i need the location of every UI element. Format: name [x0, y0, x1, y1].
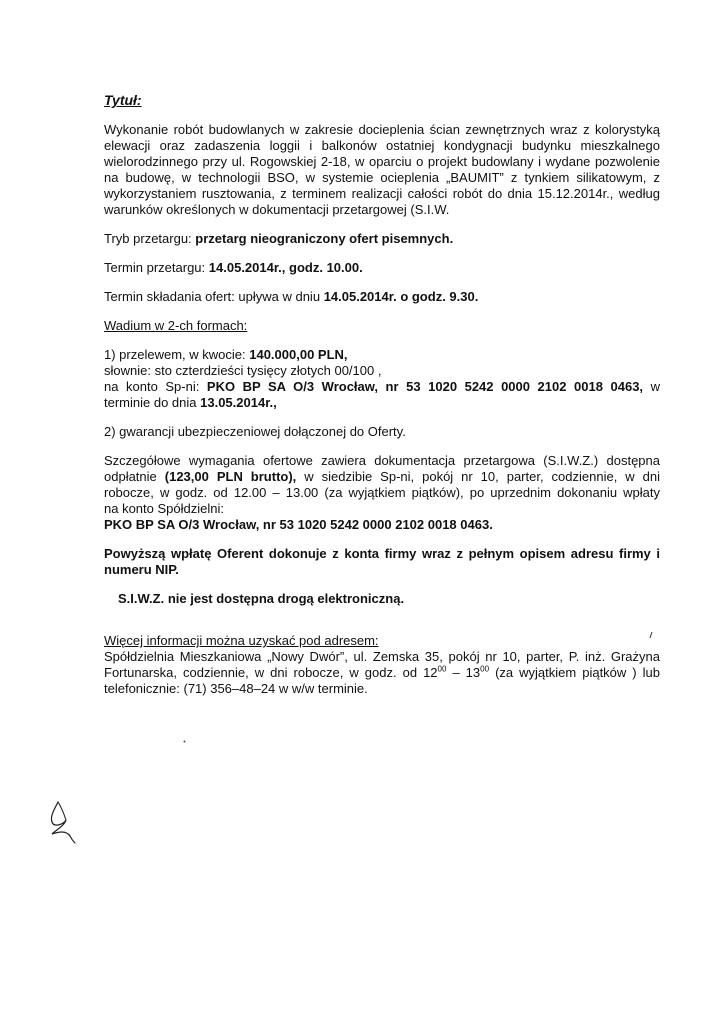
requirements-line-2	[104, 469, 660, 485]
offer-deadline-label: Termin składania ofert: upływa w dniu	[104, 289, 321, 304]
tender-mode-value: przetarg nieograniczony ofert pisemnych.	[195, 231, 454, 246]
deposit-account-line	[104, 379, 660, 395]
document-page	[104, 92, 660, 697]
deposit-account-number: PKO BP SA O/3 Wrocław, nr 53 1020 5242 0000 2102 0018 0463,	[206, 379, 644, 394]
requirements-paragraph	[104, 453, 660, 533]
deposit-amount: 140.000,00 PLN,	[249, 347, 348, 362]
deposit-deadline-prefix: terminie do dnia	[104, 395, 197, 410]
contact-hours-prefix: Fortunarska, codziennie, w dni robocze, w godz. od 12	[104, 665, 438, 680]
contact-phone: telefonicznie: (71) 356–48–24 w w/w terminie.	[104, 681, 368, 696]
requirements-line-4: na konto Spółdzielni:	[104, 501, 224, 516]
deposit-heading: Wadium w 2-ch formach:	[104, 318, 248, 333]
contact-line-1: Spółdzielnia Mieszkaniowa „Nowy Dwór”, ul. Zemska 35, pokój nr 10, parter, P. inż. Grażyna	[104, 649, 660, 664]
requirements-line-3: robocze, w godz. od 12.00 – 13.00 (za wyjątkiem piątków), po uprzednim dokonaniu wpłaty	[104, 485, 660, 500]
contact-hours-sup-1: 00	[437, 664, 447, 674]
stray-mark	[648, 632, 654, 638]
tender-description: Wykonanie robót budowlanych w zakresie docieplenia ścian zewnętrznych wraz z kolorystyką elewacji oraz zadaszenia loggii i balkonów ostatniej kondygnacji budynku mieszkalnego wielorodzinnego przy ul. Rogowskiej 2-18, w oparciu o projekt budowlany i wydane pozwolenie na budowę, w technologii BSO, w systemie ocieplenia „BAUMIT” z tynkiem silikatowym, z wykorzystaniem rusztowania, z terminem realizacji całości robót do dnia 15.12.2014r., według warunków określonych w dokumentacji przetargowej (S.I.W.	[104, 122, 660, 217]
offer-deadline-value: 14.05.2014r. o godz. 9.30.	[323, 289, 479, 304]
deposit-amount-words: słownie: sto czterdzieści tysięcy złotych 00/100 ,	[104, 363, 382, 378]
contact-hours-dash: – 13	[446, 665, 481, 680]
tender-date-label: Termin przetargu:	[104, 260, 206, 275]
tender-mode	[104, 231, 660, 247]
deposit-amount-line	[104, 347, 660, 363]
requirements-account: PKO BP SA O/3 Wrocław, nr 53 1020 5242 0000 2102 0018 0463.	[104, 517, 493, 532]
siwz-note: S.I.W.Z. nie jest dostępna drogą elektroniczną.	[118, 591, 405, 606]
handwritten-initial	[44, 800, 78, 844]
tender-date-value: 14.05.2014r., godz. 10.00.	[208, 260, 363, 275]
requirements-line-1: Szczegółowe wymagania ofertowe zawiera dokumentacja przetargowa (S.I.W.Z.) dostępna	[104, 453, 660, 468]
deposit-deadline: 13.05.2014r.,	[200, 395, 277, 410]
tender-mode-label: Tryb przetargu:	[104, 231, 192, 246]
payment-note-text: Powyższą wpłatę Oferent dokonuje z konta firmy wraz z pełnym opisem adresu firmy i numeru NIP.	[104, 546, 660, 577]
contact-line-2	[104, 665, 660, 681]
document-title: Tytuł:	[104, 92, 142, 108]
tender-date	[104, 260, 660, 276]
requirements-paid-label: odpłatnie	[104, 469, 157, 484]
requirements-price: (123,00 PLN brutto),	[164, 469, 297, 484]
contact-heading: Więcej informacji można uzyskać pod adresem:	[104, 633, 379, 648]
deposit-account-suffix: w	[650, 379, 660, 394]
requirements-location: w siedzibie Sp-ni, pokój nr 10, parter, codziennie, w dni	[304, 469, 660, 484]
contact-block	[104, 633, 660, 697]
deposit-deadline-line	[104, 395, 660, 411]
payment-note	[104, 546, 660, 578]
deposit-option-transfer	[104, 347, 660, 411]
deposit-amount-prefix: 1) przelewem, w kwocie:	[104, 347, 246, 362]
deposit-option-guarantee: 2) gwarancji ubezpieczeniowej dołączonej do Oferty.	[104, 424, 406, 439]
deposit-account-prefix: na konto Sp-ni:	[104, 379, 200, 394]
stray-dot	[183, 740, 186, 743]
contact-hours-suffix: (za wyjątkiem piątków ) lub	[489, 665, 660, 680]
contact-hours-sup-2: 00	[480, 664, 490, 674]
offer-deadline	[104, 289, 660, 305]
